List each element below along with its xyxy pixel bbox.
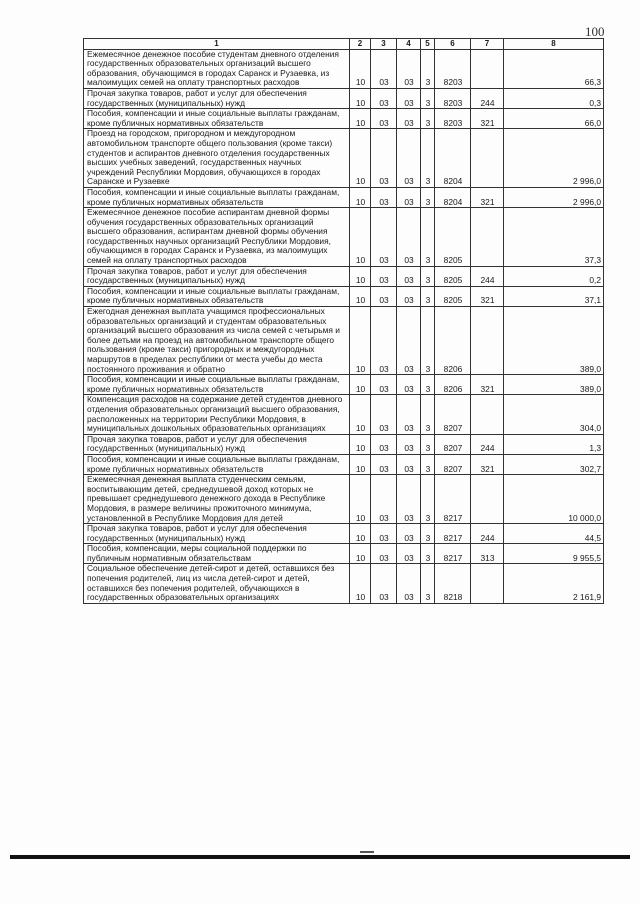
row-cell-c3: 03 xyxy=(371,307,397,375)
row-description: Пособия, компенсации и иные социальные выплаты гражданам, кроме публичных нормативных обязательств xyxy=(84,375,350,395)
table-row xyxy=(84,129,604,188)
bottom-rule xyxy=(10,855,630,859)
table-row xyxy=(84,266,604,286)
row-cell-c2: 10 xyxy=(350,395,371,434)
row-cell-c6: 8204 xyxy=(435,129,471,188)
row-cell-c4: 03 xyxy=(397,454,421,474)
row-cell-c3: 03 xyxy=(371,544,397,564)
row-cell-c5: 3 xyxy=(421,286,435,306)
table-row xyxy=(84,564,604,603)
row-cell-c3: 03 xyxy=(371,286,397,306)
row-cell-c6: 8207 xyxy=(435,395,471,434)
row-description: Пособия, компенсации и иные социальные выплаты гражданам, кроме публичных нормативных обязательств xyxy=(84,109,350,129)
row-description: Проезд на городском, пригородном и междугородном автомобильном транспорте общего пользования (кроме такси) студентов и аспирантов дневного отделения государственных высших учебных заведений, государственных научных учреждений Республики Мордовия, обучающихся в городах Саранске и Рузаевке xyxy=(84,129,350,188)
row-cell-c3: 03 xyxy=(371,49,397,88)
row-cell-c2: 10 xyxy=(350,434,371,454)
row-cell-c4: 03 xyxy=(397,375,421,395)
table-row xyxy=(84,286,604,306)
row-cell-c5: 3 xyxy=(421,475,435,524)
row-description: Пособия, компенсации и иные социальные выплаты гражданам, кроме публичных нормативных обязательств xyxy=(84,286,350,306)
row-cell-c3: 03 xyxy=(371,475,397,524)
column-header: 5 xyxy=(421,39,435,50)
row-cell-c5: 3 xyxy=(421,266,435,286)
row-description: Пособия, компенсации и иные социальные выплаты гражданам, кроме публичных нормативных обязательств xyxy=(84,187,350,207)
row-cell-c5: 3 xyxy=(421,129,435,188)
row-cell-c3: 03 xyxy=(371,109,397,129)
row-cell-c2: 10 xyxy=(350,475,371,524)
row-cell-c4: 03 xyxy=(397,129,421,188)
row-cell-c8: 389,0 xyxy=(504,307,604,375)
row-cell-c7 xyxy=(471,307,504,375)
row-description: Прочая закупка товаров, работ и услуг для обеспечения государственных (муниципальных) нужд xyxy=(84,434,350,454)
column-header: 2 xyxy=(350,39,371,50)
row-cell-c7: 321 xyxy=(471,375,504,395)
row-description: Компенсация расходов на содержание детей студентов дневного отделения образовательных организаций высшего образования, расположенных на территории Республики Мордовия, в муниципальных дошкольных образовательных организациях xyxy=(84,395,350,434)
row-cell-c8: 0,2 xyxy=(504,266,604,286)
row-cell-c4: 03 xyxy=(397,187,421,207)
table-row xyxy=(84,208,604,267)
row-cell-c6: 8205 xyxy=(435,286,471,306)
row-description: Ежегодная денежная выплата учащимся профессиональных образовательных организаций и студентам образовательных организаций высшего образования из числа семей с четырьмя и более детьми на проезд на автомобильном транспорте общего пользования (кроме такси) пригородных и междугородных маршрутов в пределах республики от места учебы до места постоянного проживания и обратно xyxy=(84,307,350,375)
row-cell-c5: 3 xyxy=(421,395,435,434)
row-cell-c8: 9 955,5 xyxy=(504,544,604,564)
row-cell-c2: 10 xyxy=(350,454,371,474)
table-row xyxy=(84,395,604,434)
row-cell-c4: 03 xyxy=(397,49,421,88)
row-description: Ежемесячное денежное пособие студентам дневного отделения государственных образовательных организаций высшего образования, обучающимся в городах Саранск и Рузаевка, из малоимущих семей на оплату транспортных расходов xyxy=(84,49,350,88)
row-description: Пособия, компенсации и иные социальные выплаты гражданам, кроме публичных нормативных обязательств xyxy=(84,454,350,474)
row-cell-c8: 389,0 xyxy=(504,375,604,395)
row-cell-c3: 03 xyxy=(371,208,397,267)
row-cell-c2: 10 xyxy=(350,109,371,129)
row-cell-c5: 3 xyxy=(421,375,435,395)
row-cell-c7: 244 xyxy=(471,88,504,108)
row-cell-c7: 321 xyxy=(471,286,504,306)
row-cell-c2: 10 xyxy=(350,88,371,108)
row-cell-c5: 3 xyxy=(421,434,435,454)
row-cell-c8: 66,3 xyxy=(504,49,604,88)
row-cell-c4: 03 xyxy=(397,544,421,564)
row-cell-c8: 0,3 xyxy=(504,88,604,108)
row-cell-c5: 3 xyxy=(421,109,435,129)
row-cell-c8: 37,1 xyxy=(504,286,604,306)
table-row xyxy=(84,187,604,207)
row-cell-c5: 3 xyxy=(421,524,435,544)
row-cell-c3: 03 xyxy=(371,434,397,454)
row-cell-c6: 8207 xyxy=(435,434,471,454)
row-cell-c5: 3 xyxy=(421,307,435,375)
row-cell-c2: 10 xyxy=(350,187,371,207)
row-cell-c8: 302,7 xyxy=(504,454,604,474)
row-cell-c4: 03 xyxy=(397,434,421,454)
row-cell-c6: 8206 xyxy=(435,375,471,395)
table-row xyxy=(84,109,604,129)
row-cell-c2: 10 xyxy=(350,307,371,375)
row-cell-c2: 10 xyxy=(350,286,371,306)
table-row xyxy=(84,475,604,524)
table-row xyxy=(84,524,604,544)
row-cell-c4: 03 xyxy=(397,266,421,286)
table-row xyxy=(84,307,604,375)
row-cell-c2: 10 xyxy=(350,49,371,88)
table-row xyxy=(84,434,604,454)
row-cell-c6: 8203 xyxy=(435,49,471,88)
row-description: Социальное обеспечение детей-сирот и детей, оставшихся без попечения родителей, лиц из числа детей-сирот и детей, оставшихся без попечения родителей, обучающихся в государственных образовательных организациях xyxy=(84,564,350,603)
row-cell-c6: 8206 xyxy=(435,307,471,375)
row-cell-c5: 3 xyxy=(421,88,435,108)
row-cell-c7: 321 xyxy=(471,454,504,474)
row-cell-c8: 1,3 xyxy=(504,434,604,454)
row-cell-c2: 10 xyxy=(350,544,371,564)
row-cell-c5: 3 xyxy=(421,544,435,564)
row-cell-c8: 44,5 xyxy=(504,524,604,544)
row-cell-c3: 03 xyxy=(371,564,397,603)
table-row xyxy=(84,49,604,88)
row-cell-c6: 8218 xyxy=(435,564,471,603)
row-cell-c4: 03 xyxy=(397,564,421,603)
column-header: 6 xyxy=(435,39,471,50)
row-cell-c7: 244 xyxy=(471,434,504,454)
row-cell-c3: 03 xyxy=(371,524,397,544)
row-cell-c7 xyxy=(471,208,504,267)
row-cell-c5: 3 xyxy=(421,208,435,267)
row-cell-c8: 304,0 xyxy=(504,395,604,434)
row-cell-c2: 10 xyxy=(350,375,371,395)
row-cell-c7 xyxy=(471,475,504,524)
row-cell-c6: 8205 xyxy=(435,266,471,286)
row-cell-c7: 321 xyxy=(471,187,504,207)
row-cell-c4: 03 xyxy=(397,475,421,524)
table-row xyxy=(84,88,604,108)
row-cell-c7 xyxy=(471,395,504,434)
column-header: 7 xyxy=(471,39,504,50)
row-cell-c4: 03 xyxy=(397,109,421,129)
row-cell-c3: 03 xyxy=(371,88,397,108)
row-cell-c6: 8203 xyxy=(435,88,471,108)
table-row xyxy=(84,544,604,564)
row-description: Пособия, компенсации, меры социальной поддержки по публичным нормативным обязательствам xyxy=(84,544,350,564)
row-cell-c8: 10 000,0 xyxy=(504,475,604,524)
row-cell-c2: 10 xyxy=(350,266,371,286)
row-cell-c3: 03 xyxy=(371,454,397,474)
row-cell-c7: 313 xyxy=(471,544,504,564)
row-description: Ежемесячная денежная выплата студенческим семьям, воспитывающим детей, среднедушевой доход которых не превышает среднедушевого денежного дохода в Республике Мордовия, в размере величины прожиточного минимума, установленной в Республике Мордовия для детей xyxy=(84,475,350,524)
column-header: 3 xyxy=(371,39,397,50)
row-cell-c3: 03 xyxy=(371,375,397,395)
row-cell-c5: 3 xyxy=(421,49,435,88)
column-header: 4 xyxy=(397,39,421,50)
row-cell-c5: 3 xyxy=(421,187,435,207)
row-cell-c6: 8217 xyxy=(435,475,471,524)
row-cell-c6: 8217 xyxy=(435,544,471,564)
row-description: Прочая закупка товаров, работ и услуг для обеспечения государственных (муниципальных) нужд xyxy=(84,266,350,286)
row-cell-c4: 03 xyxy=(397,307,421,375)
row-cell-c7: 321 xyxy=(471,109,504,129)
row-cell-c7: 244 xyxy=(471,266,504,286)
row-cell-c4: 03 xyxy=(397,208,421,267)
row-cell-c2: 10 xyxy=(350,564,371,603)
row-cell-c5: 3 xyxy=(421,454,435,474)
row-cell-c7 xyxy=(471,129,504,188)
row-cell-c2: 10 xyxy=(350,524,371,544)
row-cell-c4: 03 xyxy=(397,395,421,434)
table-header-row xyxy=(84,39,604,50)
row-cell-c8: 37,3 xyxy=(504,208,604,267)
row-cell-c6: 8203 xyxy=(435,109,471,129)
row-cell-c3: 03 xyxy=(371,266,397,286)
row-description: Ежемесячное денежное пособие аспирантам дневной формы обучения государственных образовательных организаций высшего образования, аспирантам дневной формы обучения государственных научных организаций Республики Мордовия, обучающимся в городах Саранск и Рузаевка, из малоимущих семей на оплату транспортных расходов xyxy=(84,208,350,267)
row-cell-c6: 8207 xyxy=(435,454,471,474)
column-header: 1 xyxy=(84,39,350,50)
row-cell-c8: 2 996,0 xyxy=(504,129,604,188)
row-cell-c6: 8217 xyxy=(435,524,471,544)
row-cell-c7 xyxy=(471,564,504,603)
row-cell-c8: 2 161,9 xyxy=(504,564,604,603)
table-row xyxy=(84,454,604,474)
column-header: 8 xyxy=(504,39,604,50)
row-cell-c2: 10 xyxy=(350,208,371,267)
row-cell-c4: 03 xyxy=(397,524,421,544)
row-cell-c7 xyxy=(471,49,504,88)
row-cell-c2: 10 xyxy=(350,129,371,188)
row-cell-c8: 2 996,0 xyxy=(504,187,604,207)
budget-table xyxy=(83,38,604,604)
row-description: Прочая закупка товаров, работ и услуг для обеспечения государственных (муниципальных) нужд xyxy=(84,88,350,108)
row-cell-c6: 8204 xyxy=(435,187,471,207)
row-description: Прочая закупка товаров, работ и услуг для обеспечения государственных (муниципальных) нужд xyxy=(84,524,350,544)
row-cell-c4: 03 xyxy=(397,88,421,108)
row-cell-c3: 03 xyxy=(371,395,397,434)
row-cell-c4: 03 xyxy=(397,286,421,306)
row-cell-c8: 66,0 xyxy=(504,109,604,129)
scan-mark xyxy=(360,851,374,853)
row-cell-c3: 03 xyxy=(371,129,397,188)
row-cell-c5: 3 xyxy=(421,564,435,603)
row-cell-c6: 8205 xyxy=(435,208,471,267)
row-cell-c3: 03 xyxy=(371,187,397,207)
page-number: 100 xyxy=(585,24,605,39)
row-cell-c7: 244 xyxy=(471,524,504,544)
table-row xyxy=(84,375,604,395)
